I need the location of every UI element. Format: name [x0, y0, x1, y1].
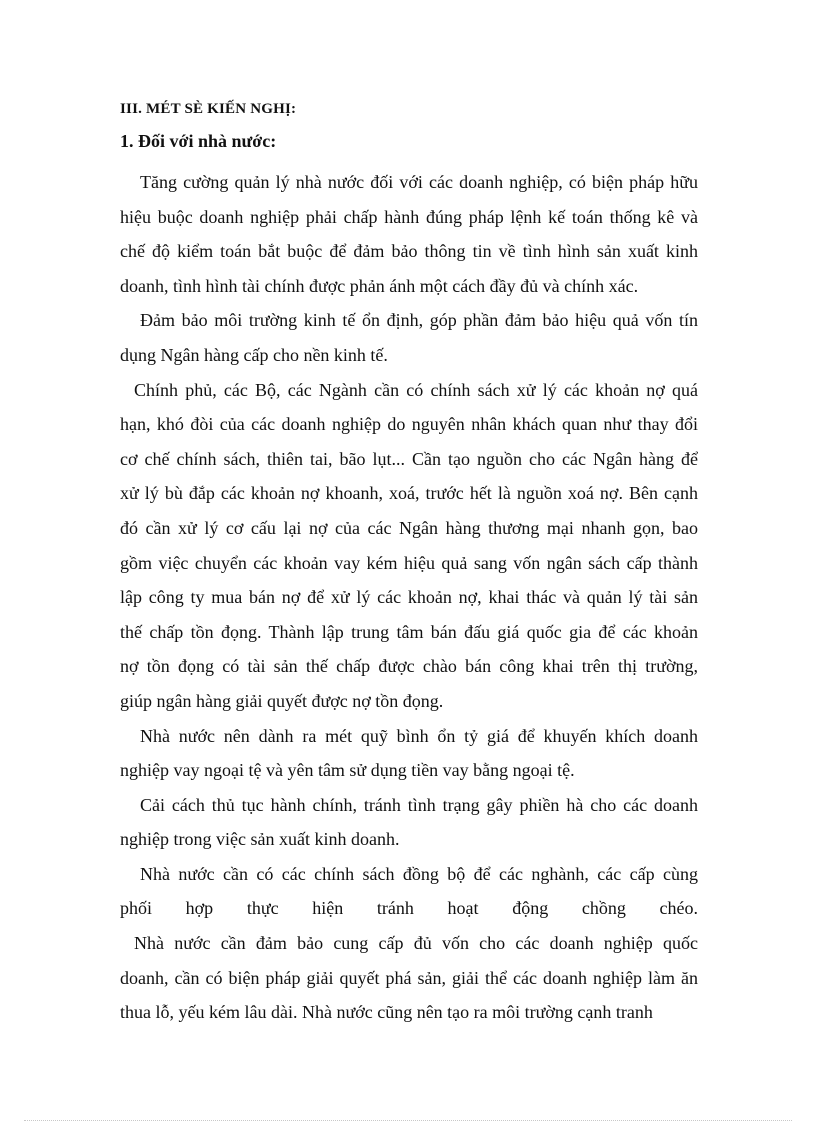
text-line: Đảm bảo môi trường kinh tế ổn định, góp phần đảm bảo hiệu quả vốn tín	[140, 310, 698, 331]
text-line: nghiệp vay ngoại tệ và yên tâm sử dụng tiền vay bằng ngoại tệ.	[120, 760, 575, 781]
text-line: doanh, cần có biện pháp giải quyết phá sản, giải thể các doanh nghiệp làm ăn	[120, 967, 698, 988]
paragraph-management	[120, 165, 698, 303]
text-line: Nhà nước cần có các chính sách đồng bộ để các nghành, các cấp cùng	[140, 863, 698, 884]
text-line: đó cần xử lý cơ cấu lại nợ của các Ngân hàng thương mại nhanh gọn, bao	[120, 517, 698, 538]
paragraph-exchange-fund	[120, 719, 698, 788]
paragraph-administrative-reform	[120, 788, 698, 857]
text-line: xử lý bù đắp các khoản nợ khoanh, xoá, trước hết là nguồn xoá nợ. Bên cạnh	[120, 483, 698, 504]
text-line: phối hợp thực hiện tránh hoạt động chồng chéo.	[120, 898, 698, 919]
text-line: giúp ngân hàng giải quyết được nợ tồn đọng.	[120, 690, 444, 711]
text-line: Nhà nước cần đảm bảo cung cấp đủ vốn cho các doanh nghiệp quốc	[134, 933, 698, 954]
paragraph-synchronized-policy	[120, 857, 698, 926]
text-line: dụng Ngân hàng cấp cho nền kinh tế.	[120, 344, 388, 365]
text-line: Cải cách thủ tục hành chính, tránh tình trạng gây phiền hà cho các doanh	[140, 794, 698, 815]
paragraph-capital-supply	[120, 926, 698, 1030]
paragraph-government-debt	[120, 373, 698, 719]
text-line: Nhà nước nên dành ra mét quỹ bình ổn tỷ giá để khuyến khích doanh	[140, 725, 698, 746]
text-line: hạn, khó đòi của các doanh nghiệp do nguyên nhân khách quan như thay đổi	[120, 414, 698, 435]
text-line: cơ chế chính sách, thiên tai, bão lụt... Cần tạo nguồn cho các Ngân hàng để	[120, 448, 698, 469]
paragraph-economic-environment	[120, 303, 698, 372]
text-line: hiệu buộc doanh nghiệp phải chấp hành đúng pháp lệnh kế toán thống kê và	[120, 206, 698, 227]
text-line: nợ tồn đọng có tài sản thế chấp được chào bán công khai trên thị trường,	[120, 656, 698, 677]
text-line: Tăng cường quản lý nhà nước đối với các doanh nghiệp, có biện pháp hữu	[140, 172, 698, 192]
text-line: doanh, tình hình tài chính được phản ánh một cách đầy đủ và chính xác.	[120, 275, 639, 296]
page-bottom-divider	[24, 1120, 792, 1121]
text-line: nghiệp trong việc sản xuất kinh doanh.	[120, 829, 400, 850]
text-line: thế chấp tồn đọng. Thành lập trung tâm bán đấu giá quốc gia để các khoản	[120, 621, 698, 642]
text-line: chế độ kiểm toán bắt buộc để đảm bảo thông tin về tình hình sản xuất kinh	[120, 241, 698, 262]
text-line: gồm việc chuyển các khoản vay kém hiệu quả sang vốn ngân sách cấp thành	[120, 552, 698, 573]
text-line: lập công ty mua bán nợ để xử lý các khoản nợ, khai thác và quản lý tài sản	[120, 587, 698, 608]
section-heading: III. MÉT SÈ KIẾN NGHỊ:	[120, 101, 297, 117]
body-text	[120, 165, 698, 1030]
text-line: Chính phủ, các Bộ, các Ngành cần có chính sách xử lý các khoản nợ quá	[134, 379, 698, 400]
text-line: thua lỗ, yếu kém lâu dài. Nhà nước cũng nên tạo ra môi trường cạnh tranh	[120, 1002, 653, 1023]
sub-heading: 1. Đối với nhà nước:	[120, 131, 277, 151]
